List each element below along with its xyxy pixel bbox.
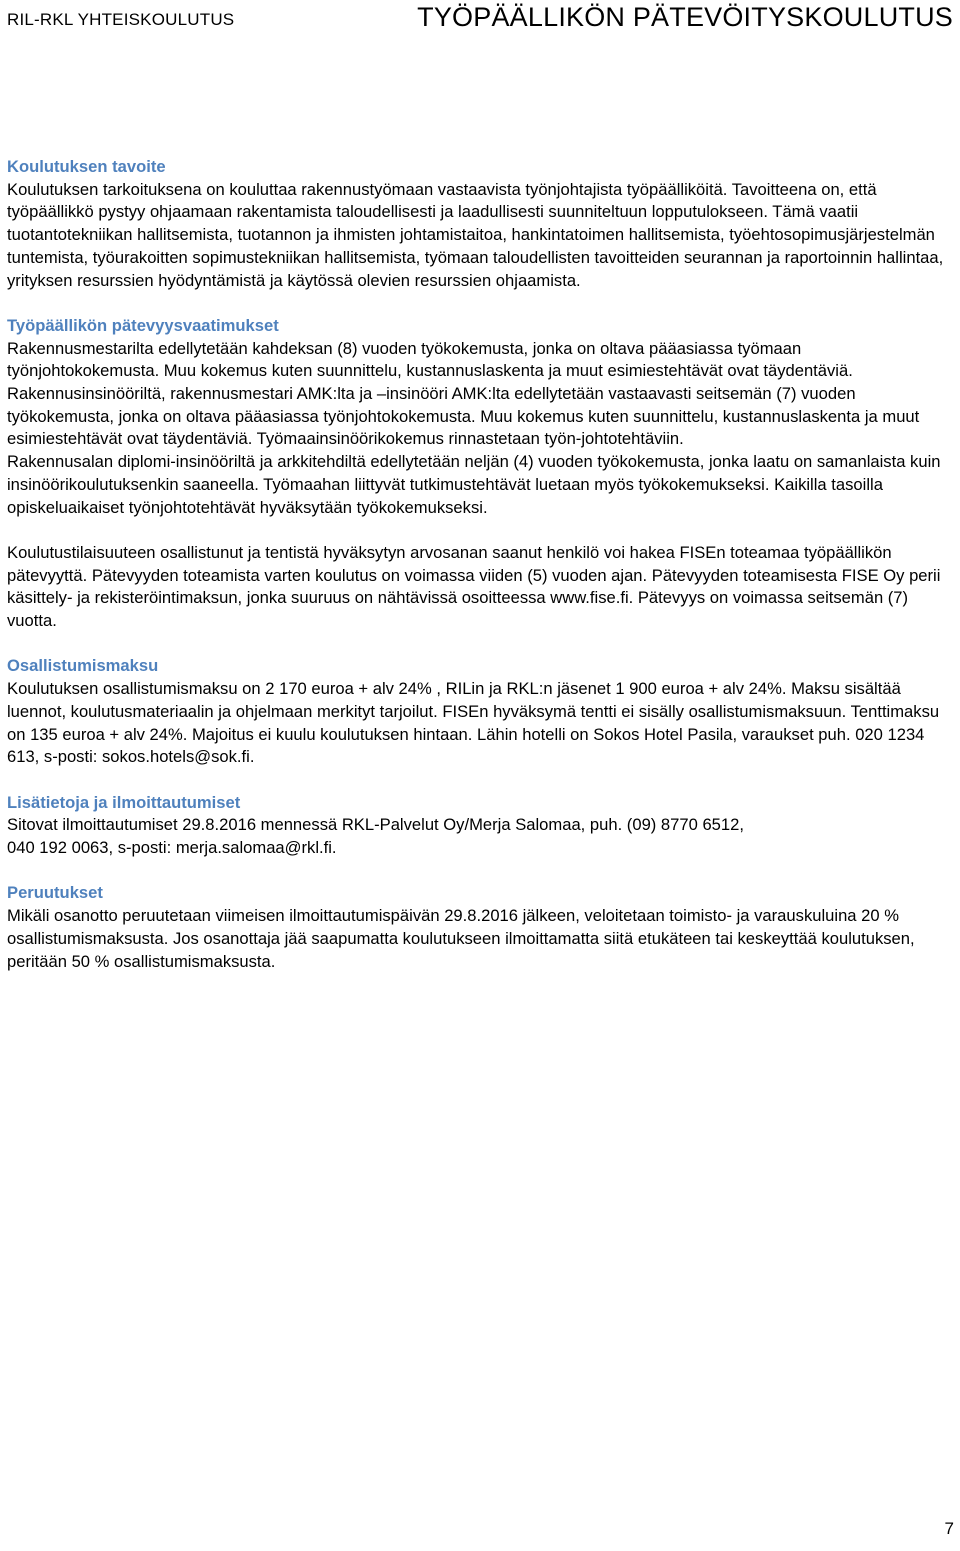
section-heading: Työpäällikön pätevyysvaatimukset [7,315,279,335]
header-right-title: TYÖPÄÄLLIKÖN PÄTEVÖITYSKOULUTUS [417,2,953,32]
paragraph: Koulutustilaisuuteen osallistunut ja tentistä hyväksytyn arvosanan saanut henkilö voi hakea FISEn toteamaa työpäällikön pätevyyttä. Pätevyyden toteamista varten koulutus on voimassa viiden (5) vuoden ajan. Pätevyyden toteamisesta FISE Oy perii käsittely- ja rekisteröintimaksun, jonka suuruus on nähtävissä osoitteessa www.fise.fi. Pätevyys on voimassa seitsemän (7) vuotta. [7,542,941,631]
section-heading: Lisätietoja ja ilmoittautumiset [7,792,241,812]
section-peruutukset [7,882,955,973]
section-tavoite [7,156,955,292]
section-vaatimukset [7,315,955,633]
page-header [0,0,960,40]
header-left-title: RIL-RKL YHTEISKOULUTUS [7,10,235,29]
section-heading: Koulutuksen tavoite [7,157,166,176]
spacer [7,860,955,883]
paragraph: Rakennusmestarilta edellytetään kahdeksan (8) vuoden työkokemusta, jonka on oltava pääasiassa työmaan työnjohtokokemusta. Muu kokemus kuten suunnittelu, kustannuslaskenta ja muut esimiestehtävät ovat täydentäviä. [7,338,853,381]
paragraph: Koulutuksen tarkoituksena on kouluttaa rakennustyömaan vastaavista työnjohtajista työpäälliköitä. Tavoitteena on, että työpäällikkö pystyy ohjaamaan rakentamista taloudellisesti ja laadullisesti suunniteltuun lopputulokseen. Tämä vaatii tuotantotekniikan hallitsemista, tuotannon ja ihmisten johtamistaitoa, hankintatoimen hallitsemista, työehtosopimusjärjestelmän tuntemista, työurakoitten sopimustekniikan hallitsemista, työmaan taloudellisten tavoitteiden seurannan ja raportoinnin hallintaa, yrityksen resurssien hyödyntämistä ja käytössä olevien resurssien ohjaamista. [7,179,944,290]
page-number: 7 [944,1519,954,1538]
section-heading: Osallistumismaksu [7,656,159,676]
spacer [7,519,955,542]
spacer [7,633,955,656]
section-maksu [7,655,955,769]
document-body [7,156,955,973]
section-lisatietoja [7,792,955,860]
section-heading: Peruutukset [7,883,103,903]
paragraph: Rakennusinsinööriltä, rakennusmestari AMK:lta ja –insinööri AMK:lta edellytetään vastaavasti seitsemän (7) vuoden työkokemusta, jonka on oltava pääasiassa työnjohtokokemusta. Muu kokemus kuten suunnittelu, kustannuslaskenta ja muut esimiestehtävät ovat täydentäviä. Työmaainsinöörikokemus rinnastetaan työn-johtotehtäviin. [7,384,920,449]
contact-line: 040 192 0063, s-posti: merja.salomaa@rkl.fi. [7,838,337,858]
paragraph: Rakennusalan diplomi-insinööriltä ja arkkitehdiltä edellytetään neljän (4) vuoden työkokemusta, jonka laatu on samanlaista kuin insinöörikoulutuksenkin saaneella. Työmaahan liittyvät tutkimustehtävät luetaan myös työkokemukseksi. Kaikilla tasoilla opiskeluaikaiset työnjohtotehtävät hyväksytään työkokemukseksi. [7,452,941,517]
paragraph: Koulutuksen osallistumismaksu on 2 170 euroa + alv 24% , RILin ja RKL:n jäsenet 1 900 euroa + alv 24%. Maksu sisältää luennot, koulutusmateriaalin ja ohjelmaan merkityt tarjoilut. FISEn hyväksymä tentti ei sisälly osallistumismaksuun. Tenttimaksu on 135 euroa + alv 24%. Majoitus ei kuulu koulutuksen hintaan. Lähin hotelli on Sokos Hotel Pasila, varaukset puh. 020 1234 613, s-posti: sokos.hotels@sok.fi. [7,679,940,767]
paragraph: Mikäli osanotto peruutetaan viimeisen ilmoittautumispäivän 29.8.2016 jälkeen, veloitetaan toimisto- ja varauskuluina 20 % osallistumismaksusta. Jos osanottaja jää saapumatta koulutukseen ilmoittamatta siitä etukäteen tai keskeyttää koulutuksen, peritään 50 % osallistumismaksusta. [7,906,915,971]
spacer [7,292,955,315]
contact-line: Sitovat ilmoittautumiset 29.8.2016 mennessä RKL-Palvelut Oy/Merja Salomaa, puh. (09) 8770 6512, [7,815,744,835]
spacer [7,769,955,792]
